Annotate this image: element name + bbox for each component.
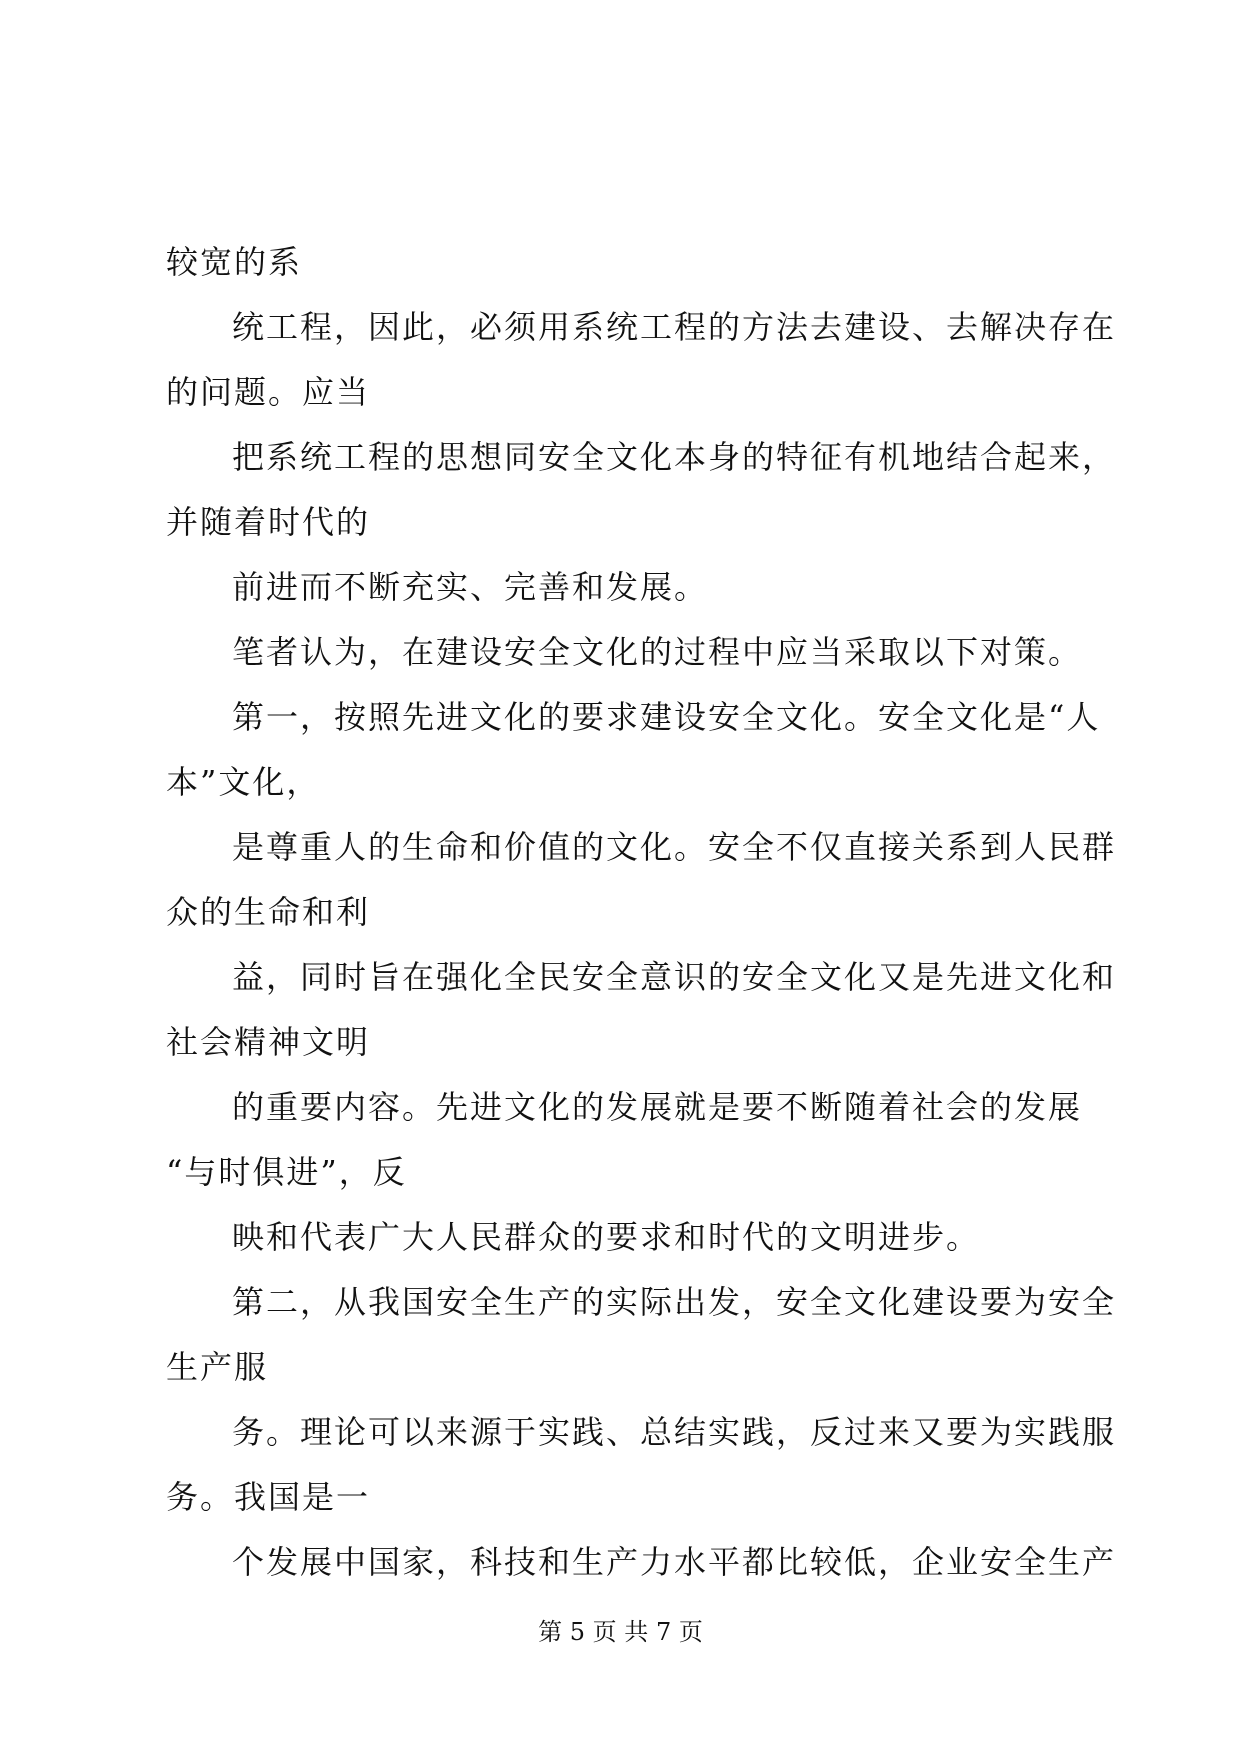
text-line: 的重要内容。先进文化的发展就是要不断随着社会的发展 <box>232 1088 1083 1126</box>
text-line: 本”文化， <box>166 763 321 801</box>
text-line: 笔者认为，在建设安全文化的过程中应当采取以下对策。 <box>232 633 1083 671</box>
text-line: 是尊重人的生命和价值的文化。安全不仅直接关系到人民群 <box>232 828 1117 866</box>
text-line: 益，同时旨在强化全民安全意识的安全文化又是先进文化和 <box>232 958 1117 996</box>
text-line: 把系统工程的思想同安全文化本身的特征有机地结合起来， <box>232 438 1117 476</box>
text-line: 前进而不断充实、完善和发展。 <box>232 568 709 606</box>
text-line: 社会精神文明 <box>166 1023 371 1061</box>
text-line: 统工程，因此，必须用系统工程的方法去建设、去解决存在 <box>232 308 1117 346</box>
text-line: 的问题。应当 <box>166 373 371 411</box>
text-line: “与时俱进”，反 <box>166 1153 407 1191</box>
text-line: 第一，按照先进文化的要求建设安全文化。安全文化是“人 <box>232 698 1101 736</box>
text-line: 第二，从我国安全生产的实际出发，安全文化建设要为安全 <box>232 1283 1117 1321</box>
text-line: 务。理论可以来源于实践、总结实践，反过来又要为实践服 <box>232 1413 1117 1451</box>
text-line: 务。我国是一 <box>166 1478 371 1516</box>
text-line: 生产服 <box>166 1348 269 1386</box>
text-line: 映和代表广大人民群众的要求和时代的文明进步。 <box>232 1218 981 1256</box>
page-number-footer: 第 5 页 共 7 页 <box>538 1618 703 1646</box>
text-line: 并随着时代的 <box>166 503 371 541</box>
text-line: 较宽的系 <box>166 243 303 281</box>
text-line: 众的生命和利 <box>166 893 371 931</box>
text-line: 个发展中国家，科技和生产力水平都比较低，企业安全生产 <box>232 1543 1117 1581</box>
document-body <box>166 230 1117 1595</box>
